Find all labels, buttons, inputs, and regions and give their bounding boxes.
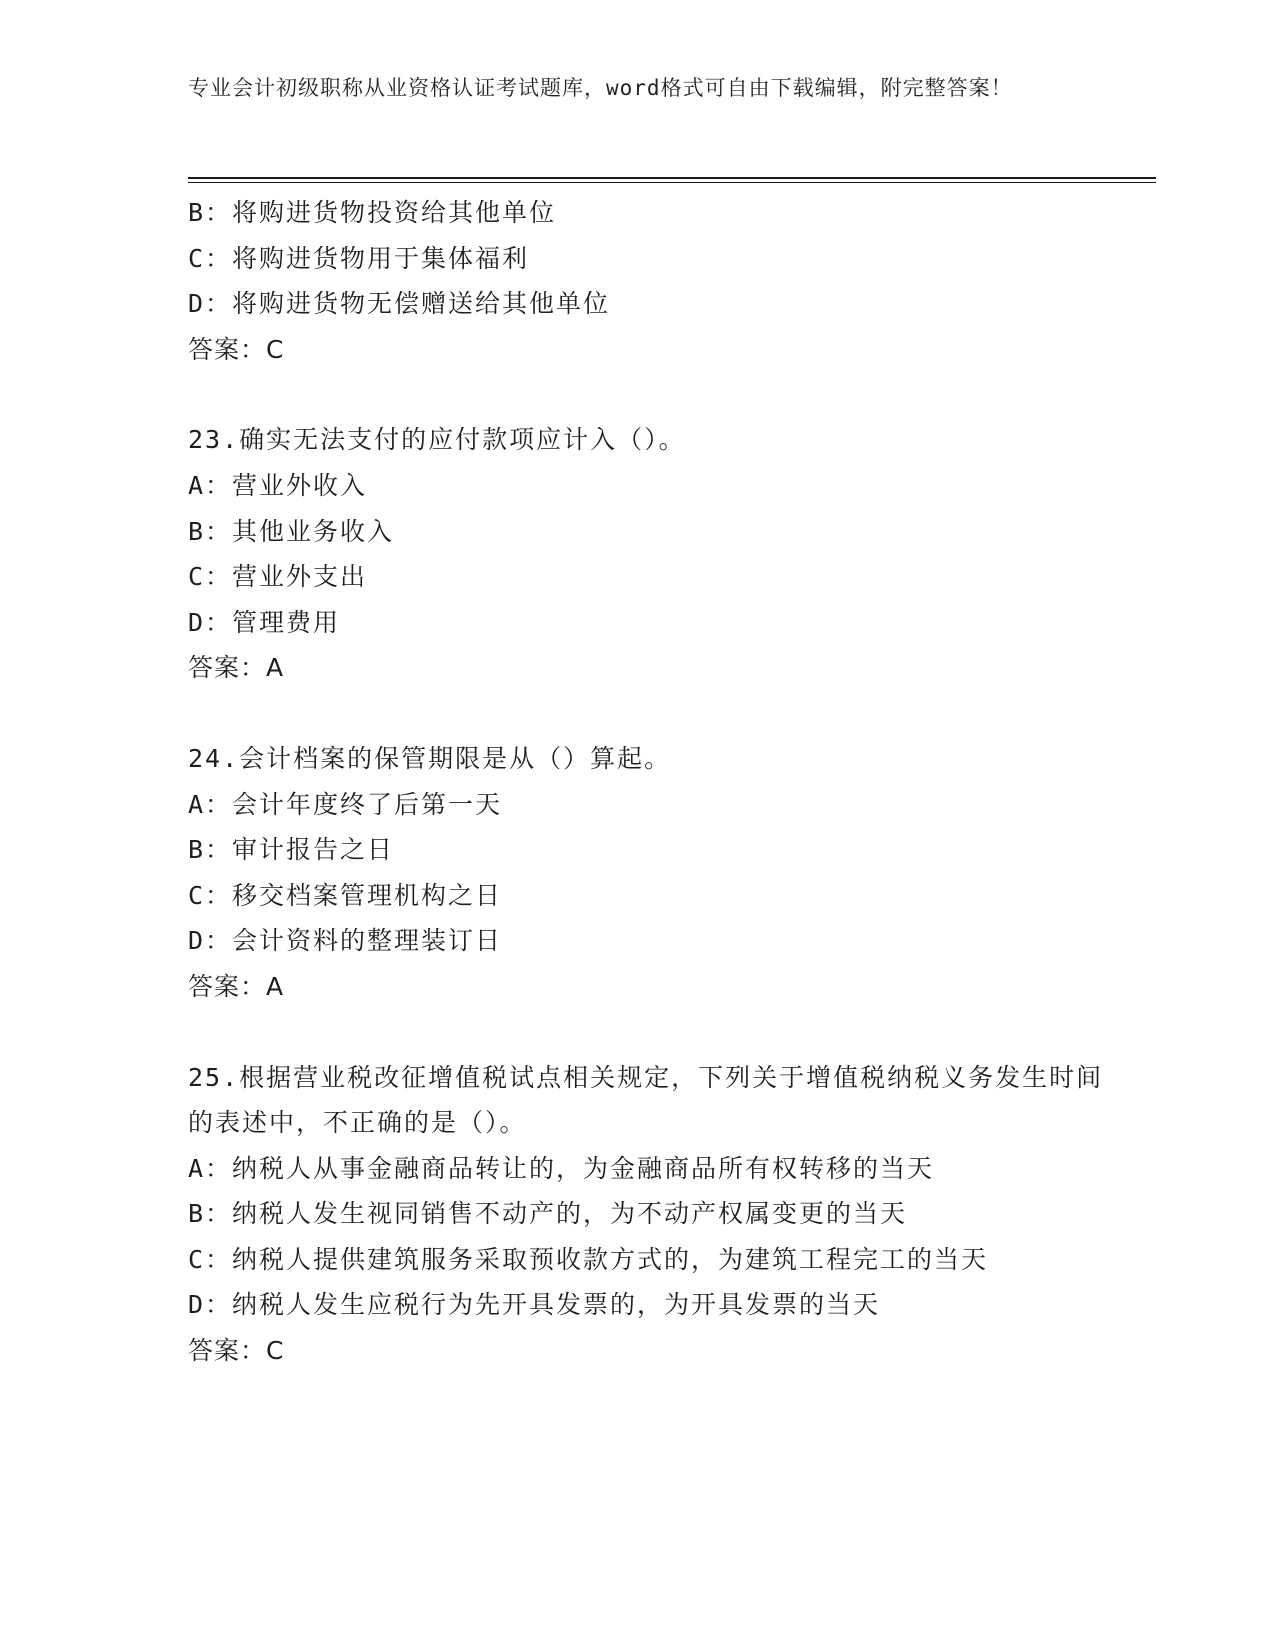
question-block-25	[188, 1055, 1108, 1374]
question-block-23	[188, 417, 1108, 691]
option-c: C：纳税人提供建筑服务采取预收款方式的，为建筑工程完工的当天	[188, 1244, 989, 1274]
question-text: 23.确实无法支付的应付款项应计入（）。	[188, 425, 686, 455]
option-b: B：其他业务收入	[188, 516, 395, 546]
option-b: B：纳税人发生视同销售不动产的，为不动产权属变更的当天	[188, 1199, 908, 1229]
answer-line: 答案：C	[188, 1336, 285, 1366]
question-text: 24.会计档案的保管期限是从（）算起。	[188, 743, 672, 773]
answer-line: 答案：A	[188, 971, 285, 1001]
question-content	[188, 190, 1108, 1374]
question-block-24	[188, 736, 1108, 1010]
option-c: C：将购进货物用于集体福利	[188, 243, 530, 273]
option-a: A：营业外收入	[188, 470, 368, 500]
answer-line: 答案：C	[188, 334, 285, 364]
question-text: 25.根据营业税改征增值税试点相关规定，下列关于增值税纳税义务发生时间的表述中，不正确的是（）。	[188, 1062, 1104, 1138]
spacer	[188, 691, 1108, 736]
option-c: C：营业外支出	[188, 562, 368, 592]
header-rule-thin	[188, 182, 1156, 183]
option-a: A：纳税人从事金融商品转让的，为金融商品所有权转移的当天	[188, 1153, 935, 1183]
option-d: D：会计资料的整理装订日	[188, 926, 503, 956]
option-c: C：移交档案管理机构之日	[188, 880, 503, 910]
header-rule-thick	[188, 177, 1156, 179]
answer-line: 答案：A	[188, 653, 285, 683]
spacer	[188, 372, 1108, 417]
option-b: B：审计报告之日	[188, 835, 395, 865]
question-block-22	[188, 190, 1108, 372]
option-d: D：将购进货物无偿赠送给其他单位	[188, 289, 611, 319]
page-header: 专业会计初级职称从业资格认证考试题库，word格式可自由下载编辑，附完整答案！	[188, 76, 1013, 100]
option-b: B：将购进货物投资给其他单位	[188, 198, 557, 227]
spacer	[188, 1010, 1108, 1055]
option-d: D：管理费用	[188, 607, 341, 637]
option-a: A：会计年度终了后第一天	[188, 789, 503, 819]
option-d: D：纳税人发生应税行为先开具发票的，为开具发票的当天	[188, 1290, 881, 1320]
